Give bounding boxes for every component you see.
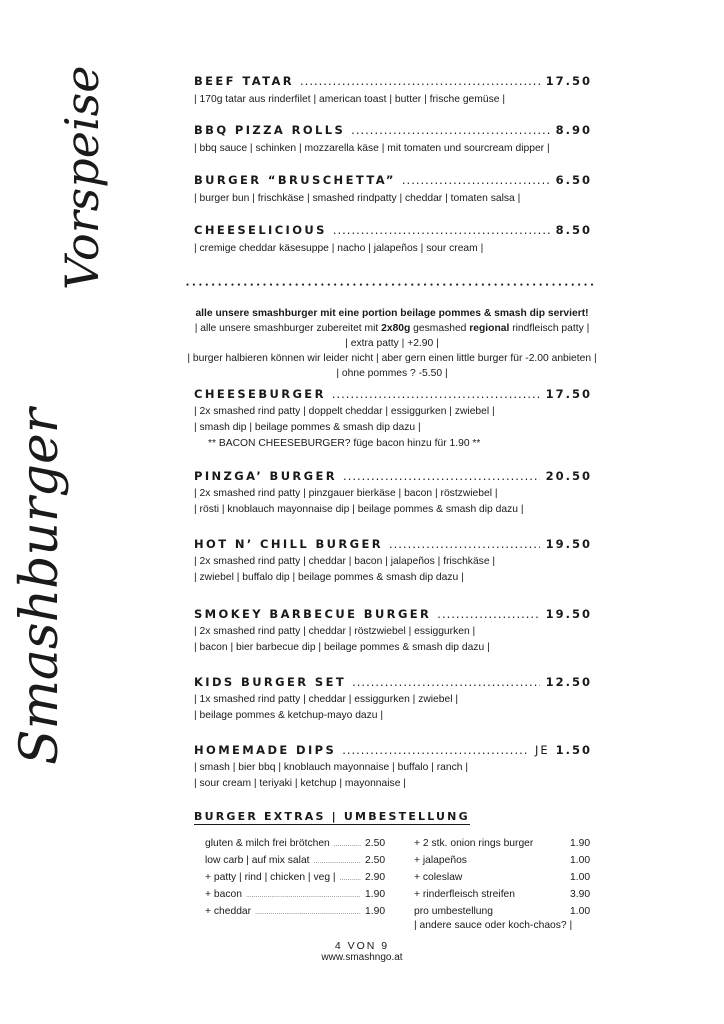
extra-price: 1.90 [570, 838, 591, 849]
menu-item-homemade-dips [194, 743, 594, 792]
extra-label: + bacon [205, 889, 242, 900]
item-price: 6.50 [555, 173, 592, 187]
menu-item-smokey-barbecue-burger [194, 607, 594, 656]
dot-leader [255, 909, 361, 916]
item-name: PINZGA’ BURGER [194, 469, 338, 483]
menu-item-cheeseburger [194, 387, 594, 452]
item-price: 19.50 [545, 537, 592, 551]
info-line: | extra patty | +2.90 | [345, 338, 439, 349]
extra-label: + 2 stk. onion rings burger [414, 838, 534, 849]
item-description: | zwiebel | buffalo dip | beilage pommes & smash dip dazu | [194, 572, 464, 583]
extra-row [205, 889, 395, 906]
item-price: 17.50 [545, 74, 592, 88]
extra-row [414, 872, 604, 889]
info-text-bold: 2x80g [381, 323, 411, 334]
item-description: | rösti | knoblauch mayonnaise dip | beilage pommes & smash dip dazu | [194, 504, 524, 515]
item-name: BBQ PIZZA ROLLS [194, 123, 346, 137]
extra-row [414, 906, 604, 920]
item-description: | 2x smashed rind patty | doppelt cheddar | essiggurken | zwiebel | [194, 406, 495, 417]
price-prefix: JE [534, 743, 550, 757]
extras-left-column [205, 838, 395, 923]
item-name: SMOKEY BARBECUE BURGER [194, 607, 432, 621]
website-link[interactable]: www.smashngo.at [321, 952, 403, 963]
item-description: | bacon | bier barbecue dip | beilage pommes & smash dip dazu | [194, 642, 490, 653]
item-price: 20.50 [545, 469, 592, 483]
extra-price: 1.00 [570, 855, 591, 866]
dot-leader [437, 607, 539, 621]
extra-row [414, 838, 604, 855]
info-line [140, 321, 644, 336]
extra-label: pro umbestellung [414, 906, 493, 917]
item-description: | beilage pommes & ketchup-mayo dazu | [194, 710, 384, 721]
extra-row [205, 872, 395, 889]
info-text-bold: regional [469, 323, 510, 334]
info-line: | burger halbieren können wir leider nicht | aber gern einen little burger für -2.00 anbieten | [187, 353, 597, 364]
item-price: 8.90 [555, 123, 592, 137]
dotted-divider [186, 274, 598, 288]
item-price: 19.50 [545, 607, 592, 621]
menu-item-kids-burger-set [194, 675, 594, 724]
smashburger-info [140, 306, 644, 381]
extra-row [414, 889, 604, 906]
extras-right-column [414, 838, 604, 931]
dot-leader [246, 892, 361, 899]
dot-leader [332, 387, 540, 401]
dot-leader [342, 743, 529, 757]
extra-label: + patty | rind | chicken | veg | [205, 872, 336, 883]
item-description: | smash dip | beilage pommes & smash dip dazu | [194, 422, 421, 433]
item-name: BEEF TATAR [194, 74, 295, 88]
menu-item-cheeselicious [194, 223, 594, 257]
dot-leader [343, 469, 540, 483]
dot-leader [314, 858, 361, 865]
dot-leader [333, 223, 550, 237]
extra-price: 1.00 [570, 872, 591, 883]
menu-item-hot-n-chill-burger [194, 537, 594, 586]
item-description: | 2x smashed rind patty | pinzgauer bierkäse | bacon | röstzwiebel | [194, 488, 498, 499]
info-text: | alle unsere smashburger zubereitet mit [194, 323, 382, 334]
item-price: 12.50 [545, 675, 592, 689]
page-number: 4 VON 9 [334, 940, 390, 952]
extra-row [414, 855, 604, 872]
item-description: | cremige cheddar käsesuppe | nacho | jalapeños | sour cream | [194, 243, 484, 254]
item-price: 17.50 [545, 387, 592, 401]
extra-price: 2.50 [365, 838, 386, 849]
extras-title: BURGER EXTRAS | UMBESTELLUNG [194, 810, 470, 823]
item-price: 1.50 [555, 743, 592, 757]
extra-price: 2.90 [365, 872, 386, 883]
extra-label: gluten & milch frei brötchen [205, 838, 330, 849]
extra-price: 3.90 [570, 889, 591, 900]
info-text: gesmashed [410, 323, 470, 334]
dot-leader [340, 875, 361, 882]
dot-leader [352, 675, 539, 689]
item-price: 8.50 [555, 223, 592, 237]
extra-price: 1.90 [365, 889, 386, 900]
item-name: BURGER “BRUSCHETTA” [194, 173, 396, 187]
info-line: | ohne pommes ? -5.50 | [336, 368, 448, 379]
menu-item-bbq-pizza-rolls [194, 123, 594, 157]
item-note: ** BACON CHEESEBURGER? füge bacon hinzu für 1.90 ** [208, 438, 481, 449]
info-text: rindfleisch patty | [509, 323, 590, 334]
dot-leader [300, 74, 540, 88]
extra-label: + cheddar [205, 906, 252, 917]
extra-label: + jalapeños [414, 855, 467, 866]
item-description: | bbq sauce | schinken | mozzarella käse | mit tomaten und sourcream dipper | [194, 143, 550, 154]
extra-price: 2.50 [365, 855, 386, 866]
item-name: HOMEMADE DIPS [194, 743, 337, 757]
extra-row [205, 838, 395, 855]
dot-leader [334, 841, 361, 848]
item-name: CHEESELICIOUS [194, 223, 327, 237]
section-title-smashburger: Smashburger [10, 408, 70, 765]
item-name: CHEESEBURGER [194, 387, 326, 401]
extra-label: low carb | auf mix salat [205, 855, 310, 866]
extras-note: | andere sauce oder koch-chaos? | [414, 920, 573, 931]
item-description: | 170g tatar aus rinderfilet | american toast | butter | frische gemüse | [194, 94, 505, 105]
extra-row [205, 855, 395, 872]
item-description: | burger bun | frischkäse | smashed rindpatty | cheddar | tomaten salsa | [194, 193, 521, 204]
extra-label: + rinderfleisch streifen [414, 889, 516, 900]
dot-leader [402, 173, 550, 187]
extra-label: + coleslaw [414, 872, 463, 883]
dot-leader [389, 537, 540, 551]
item-description: | 2x smashed rind patty | cheddar | röstzwiebel | essiggurken | [194, 626, 476, 637]
item-description: | 2x smashed rind patty | cheddar | bacon | jalapeños | frischkäse | [194, 556, 496, 567]
item-name: HOT N’ CHILL BURGER [194, 537, 383, 551]
menu-item-pinzga-burger [194, 469, 594, 518]
item-description: | sour cream | teriyaki | ketchup | mayonnaise | [194, 778, 406, 789]
info-line: alle unsere smashburger mit eine portion beilage pommes & smash dip serviert! [195, 308, 589, 319]
menu-item-beef-tatar [194, 74, 594, 108]
item-description: | 1x smashed rind patty | cheddar | essiggurken | zwiebel | [194, 694, 459, 705]
extra-row [205, 906, 395, 923]
extra-price: 1.90 [365, 906, 386, 917]
dot-leader [351, 123, 549, 137]
menu-item-burger-bruschetta [194, 173, 594, 207]
section-title-vorspeise: Vorspeise [55, 65, 109, 290]
item-description: | smash | bier bbq | knoblauch mayonnaise | buffalo | ranch | [194, 762, 469, 773]
extra-price: 1.00 [570, 906, 591, 917]
item-name: KIDS BURGER SET [194, 675, 347, 689]
item-price-group [535, 743, 592, 757]
